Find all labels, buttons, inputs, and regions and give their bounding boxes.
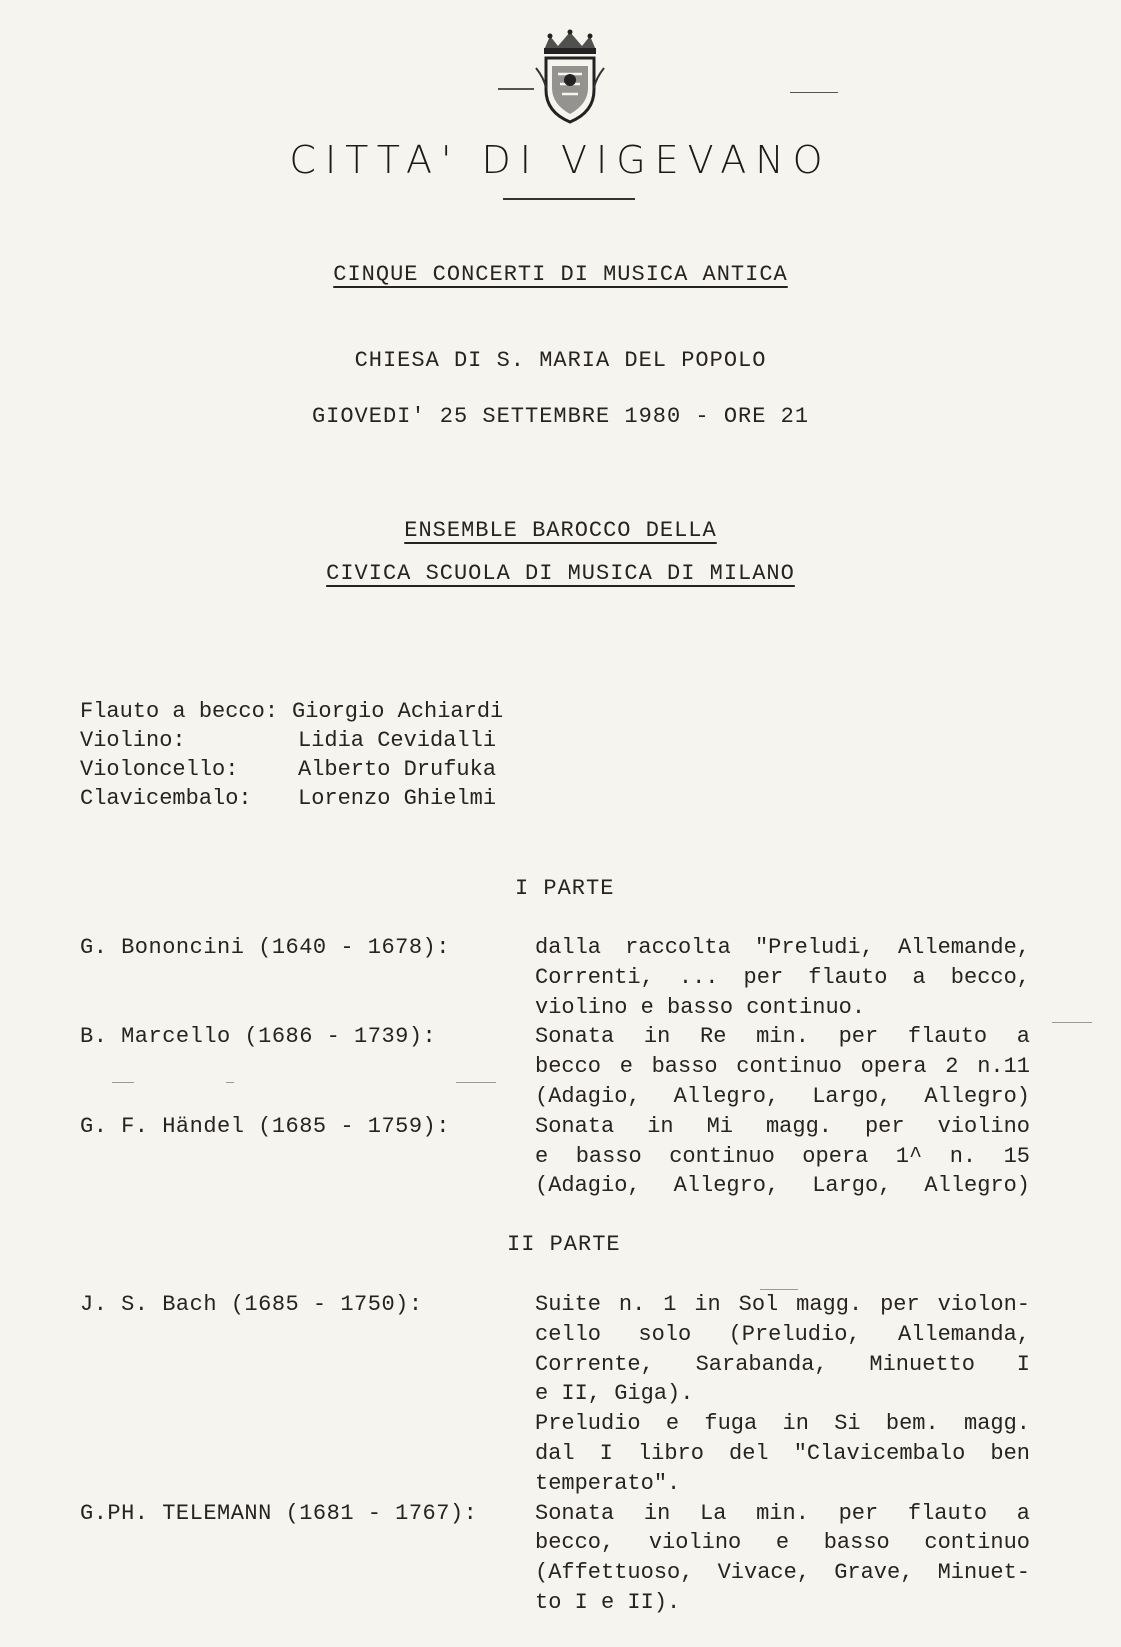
description-line: Sonata in La min. per flauto a: [535, 1500, 1030, 1526]
program-item: [80, 1290, 1030, 1499]
description-line: Sonata in Mi magg. per violino: [535, 1113, 1030, 1139]
performer-row: [80, 755, 503, 784]
ensemble-line-1-text: ENSEMBLE BAROCCO DELLA: [404, 518, 717, 543]
performers-list: [80, 697, 503, 813]
program-item: [80, 1022, 1030, 1111]
paper-speck: [760, 1289, 798, 1290]
performer-name: Lorenzo Ghielmi: [298, 786, 497, 811]
composer: J. S. Bach (1685 - 1750):: [80, 1292, 423, 1317]
description-line: (Adagio, Allegro, Largo, Allegro): [535, 1173, 1030, 1199]
description-line: (Affettuoso, Vivace, Grave, Minuet-: [535, 1560, 1030, 1586]
venue: CHIESA DI S. MARIA DEL POPOLO: [354, 348, 767, 373]
ensemble-line-2-text: CIVICA SCUOLA DI MUSICA DI MILANO: [326, 561, 795, 586]
composer: B. Marcello (1686 - 1739):: [80, 1024, 437, 1050]
description-line: Sonata in Re min. per flauto a: [535, 1024, 1030, 1050]
part-2-program: [80, 1290, 1030, 1618]
description-line: to I e II).: [535, 1589, 681, 1615]
performer-row: [80, 697, 503, 726]
description-line: dalla raccolta "Preludi, Allemande,: [535, 935, 1030, 960]
piece-description: [535, 1022, 1030, 1111]
paper-speck: [456, 1082, 496, 1083]
program-item: [80, 1112, 1030, 1201]
part-2-heading: II PARTE: [507, 1232, 621, 1257]
description-line: becco, violino e basso continuo: [535, 1530, 1030, 1556]
description-line: Preludio e fuga in Si bem. magg.: [535, 1411, 1030, 1437]
paper-speck: [1052, 1022, 1092, 1023]
piece-description: [535, 1112, 1030, 1201]
paper-speck: [112, 1082, 134, 1083]
performer-name: Giorgio Achiardi: [292, 699, 504, 724]
program-item: [80, 933, 1030, 1022]
date-time: GIOVEDI' 25 SETTEMBRE 1980 - ORE 21: [311, 404, 810, 429]
ensemble-line-1: [0, 518, 1121, 543]
performer-name: Lidia Cevidalli: [298, 728, 497, 753]
piece-description: [535, 1499, 1030, 1618]
crest-rule-left: [498, 88, 534, 90]
performer-name: Alberto Drufuka: [298, 757, 497, 782]
coat-of-arms-icon: [530, 28, 610, 128]
paper-speck: [226, 1082, 234, 1083]
performer-role: Clavicembalo:: [80, 786, 252, 811]
description-line: violino e basso continuo.: [535, 994, 866, 1020]
piece-description: [535, 1290, 1030, 1499]
composer: G. Bononcini (1640 - 1678):: [80, 935, 450, 960]
performer-role: Violino:: [80, 728, 186, 753]
description-line: (Adagio, Allegro, Largo, Allegro): [535, 1083, 1030, 1109]
description-line: Correnti, ... per flauto a becco,: [535, 964, 1030, 990]
description-line: Corrente, Sarabanda, Minuetto I: [535, 1351, 1030, 1377]
description-line: becco e basso continuo opera 2 n.11: [535, 1054, 1030, 1080]
title-divider: [503, 198, 635, 200]
series-title-text: CINQUE CONCERTI DI MUSICA ANTICA: [333, 262, 788, 287]
description-line: temperato".: [535, 1470, 681, 1496]
crest-rule-right: [790, 92, 838, 93]
performer-row: [80, 726, 503, 755]
series-title: [0, 262, 1121, 287]
composer: G. F. Händel (1685 - 1759):: [80, 1113, 450, 1139]
description-line: cello solo (Preludio, Allemanda,: [535, 1321, 1030, 1347]
description-line: e II, Giga).: [535, 1381, 694, 1407]
description-line: dal I libro del "Clavicembalo ben: [535, 1440, 1030, 1466]
part-1-heading: I PARTE: [515, 876, 615, 901]
performer-role: Flauto a becco:: [80, 699, 279, 724]
part-1-program: [80, 933, 1030, 1201]
description-line: Suite n. 1 in Sol magg. per violon-: [535, 1292, 1030, 1317]
composer: G.PH. TELEMANN (1681 - 1767):: [80, 1500, 478, 1526]
piece-description: [535, 933, 1030, 1022]
city-title: CITTA' DI VIGEVANO: [289, 138, 832, 182]
program-item: [80, 1499, 1030, 1618]
performer-role: Violoncello:: [80, 757, 239, 782]
description-line: e basso continuo opera 1^ n. 15: [535, 1143, 1030, 1169]
ensemble-line-2: [0, 561, 1121, 586]
performer-row: [80, 784, 503, 813]
